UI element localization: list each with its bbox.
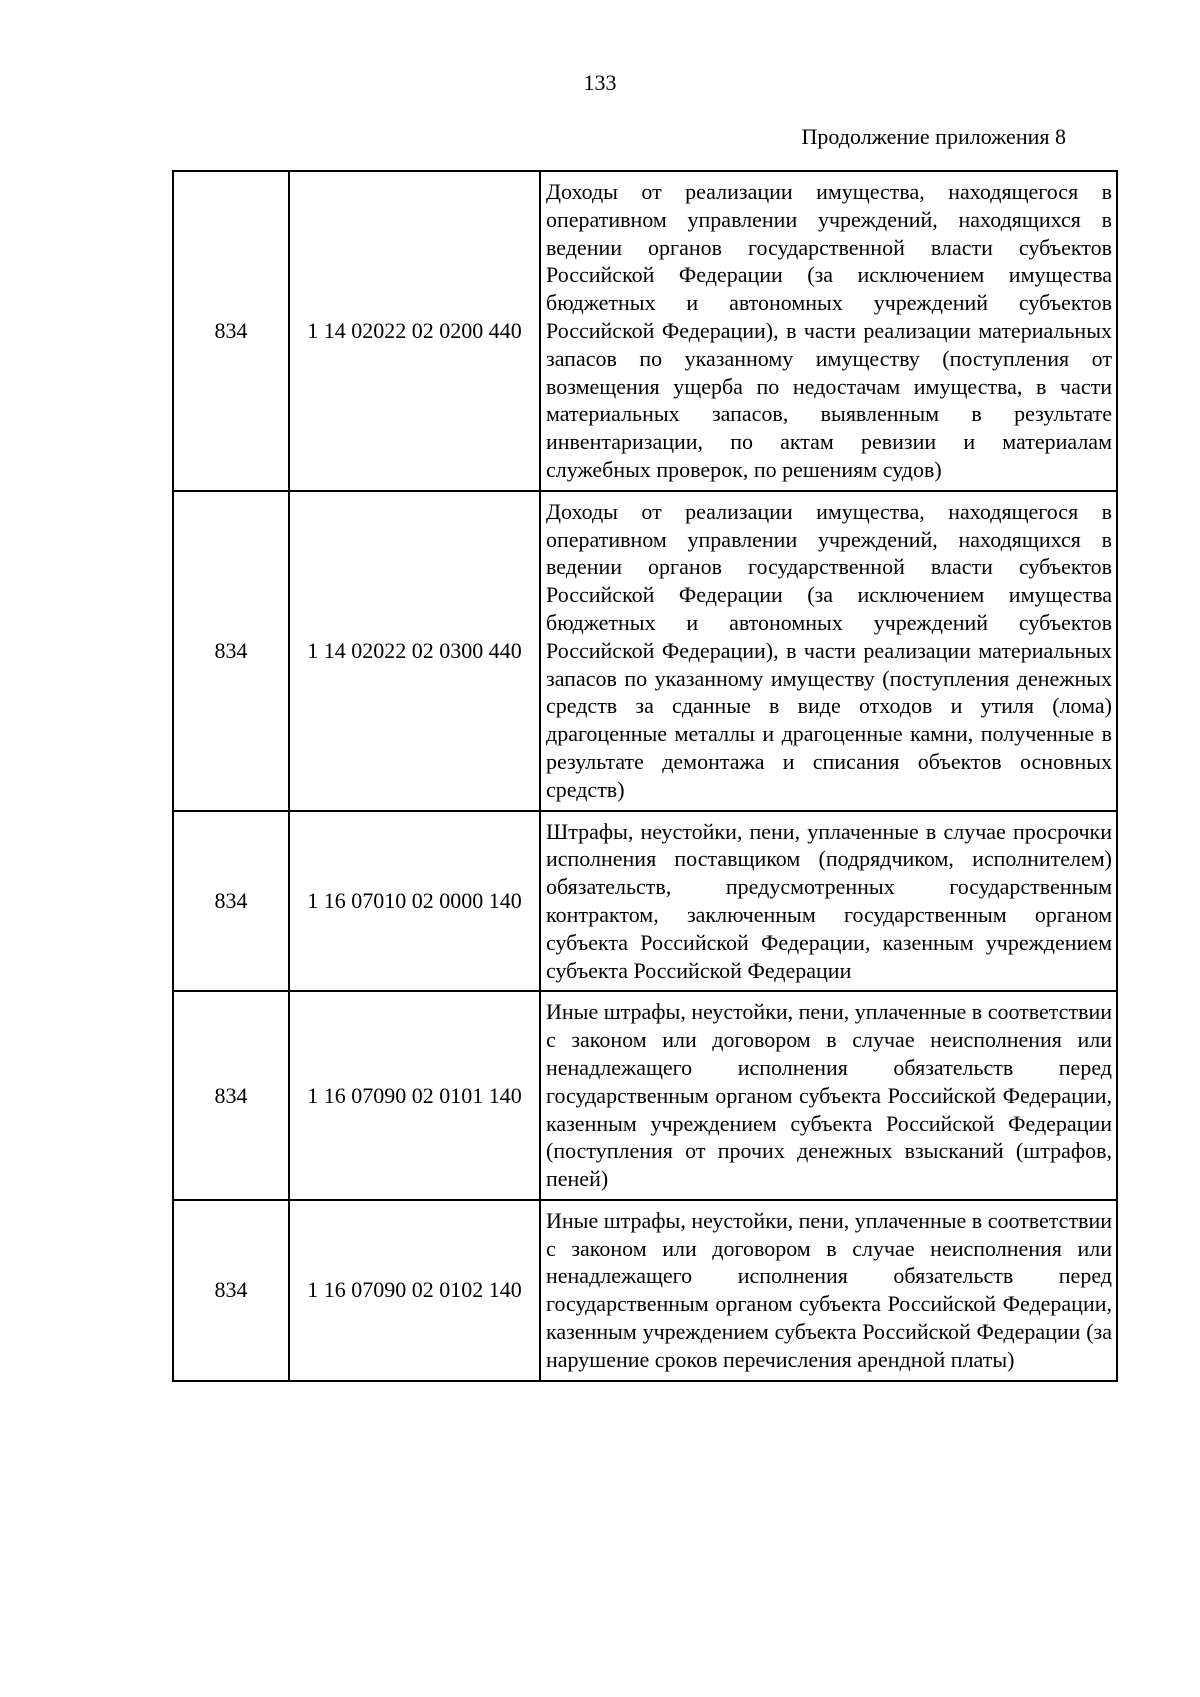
revenue-code-cell: 1 16 07010 02 0000 140 (289, 811, 540, 992)
table-row (173, 811, 1117, 992)
admin-code-cell: 834 (173, 1200, 289, 1381)
revenue-name-cell: Штрафы, неустойки, пени, уплаченные в случае просрочки исполнения поставщиком (подрядчиком, исполнителем) обязательств, предусмотренных государственным контрактом, заключенным государственным органом субъекта Российской Федерации, казенным учреждением субъекта Российской Федерации (540, 811, 1117, 992)
revenue-code-cell: 1 16 07090 02 0101 140 (289, 991, 540, 1200)
admin-code-cell: 834 (173, 491, 289, 811)
revenue-name-cell: Доходы от реализации имущества, находящегося в оперативном управлении учреждений, находящихся в ведении органов государственной власти субъектов Российской Федерации (за исключением имущества бюджетных и автономных учреждений субъектов Российской Федерации), в части реализации материальных запасов по указанному имуществу (поступления от возмещения ущерба по недостачам имущества, в части материальных запасов, выявленным в результате инвентаризации, по актам ревизии и материалам служебных проверок, по решениям судов) (540, 171, 1117, 491)
revenue-codes-table (172, 170, 1118, 1382)
revenue-code-cell: 1 16 07090 02 0102 140 (289, 1200, 540, 1381)
table-row (173, 171, 1117, 491)
revenue-name-cell: Иные штрафы, неустойки, пени, уплаченные в соответствии с законом или договором в случае неисполнения или ненадлежащего исполнения обязательств перед государственным органом субъекта Российской Федерации, казенным учреждением субъекта Российской Федерации (поступления от прочих денежных взысканий (штрафов, пеней) (540, 991, 1117, 1200)
table-row (173, 491, 1117, 811)
revenue-code-cell: 1 14 02022 02 0200 440 (289, 171, 540, 491)
admin-code-cell: 834 (173, 991, 289, 1200)
appendix-continuation-label: Продолжение приложения 8 (801, 124, 1066, 149)
revenue-name-cell: Иные штрафы, неустойки, пени, уплаченные в соответствии с законом или договором в случае неисполнения или ненадлежащего исполнения обязательств перед государственным органом субъекта Российской Федерации, казенным учреждением субъекта Российской Федерации (за нарушение сроков перечисления арендной платы) (540, 1200, 1117, 1381)
table-row (173, 1200, 1117, 1381)
page-number: 133 (583, 70, 617, 95)
admin-code-cell: 834 (173, 811, 289, 992)
revenue-name-cell: Доходы от реализации имущества, находящегося в оперативном управлении учреждений, находящихся в ведении органов государственной власти субъектов Российской Федерации (за исключением имущества бюджетных и автономных учреждений субъектов Российской Федерации), в части реализации материальных запасов по указанному имуществу (поступления денежных средств за сданные в виде отходов и утиля (лома) драгоценные металлы и драгоценные камни, полученные в результате демонтажа и списания объектов основных средств) (540, 491, 1117, 811)
table-row (173, 991, 1117, 1200)
admin-code-cell: 834 (173, 171, 289, 491)
revenue-code-cell: 1 14 02022 02 0300 440 (289, 491, 540, 811)
